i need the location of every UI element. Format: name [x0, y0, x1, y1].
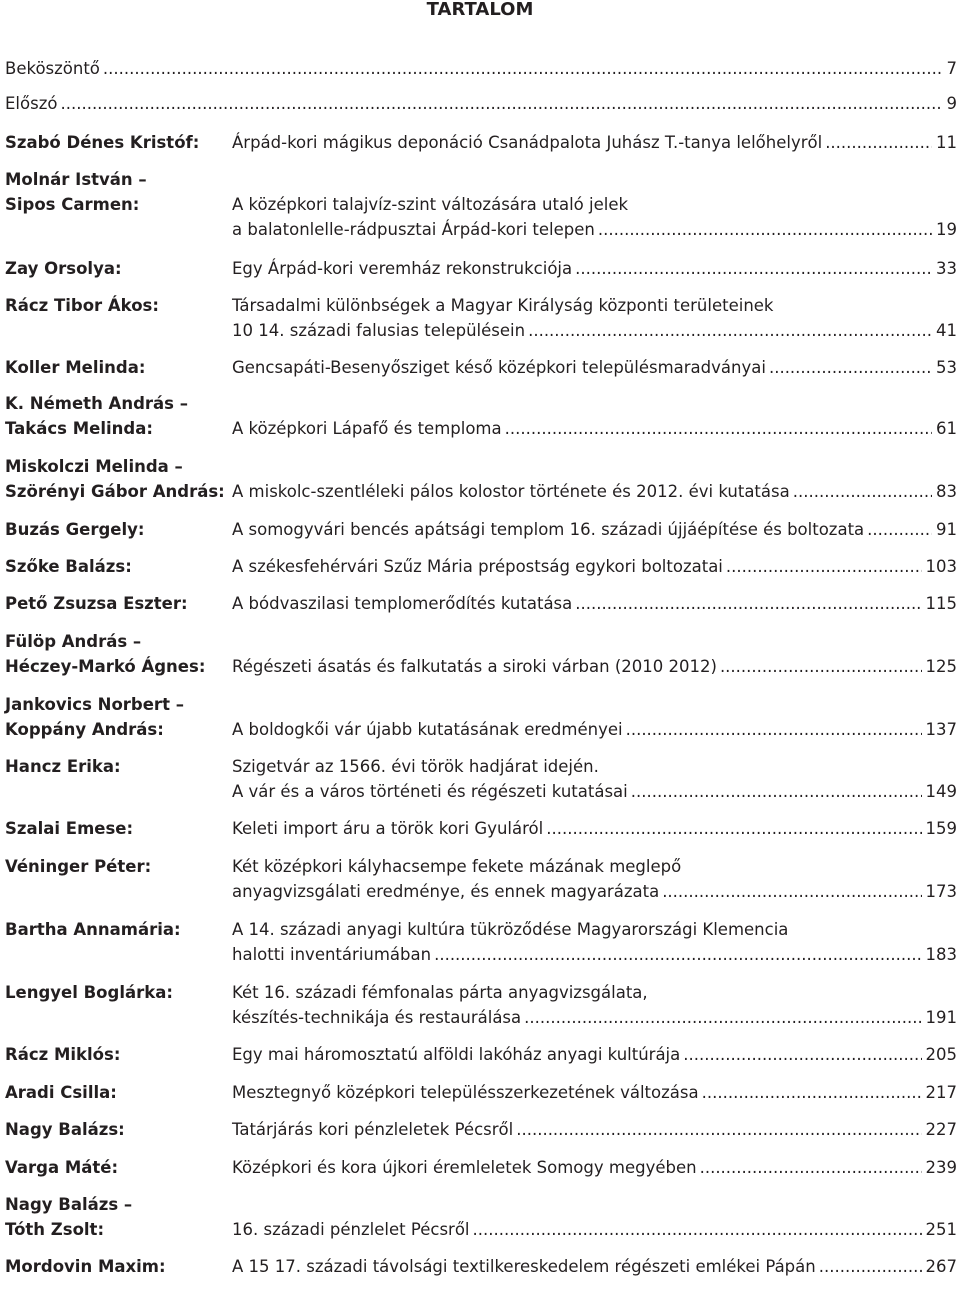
entry-title: a balatonlelle-rádpusztai Árpád-kori telepen — [232, 220, 595, 239]
entry-title-line: Szigetvár az 1566. évi török hadjárat idején. — [232, 757, 599, 776]
author-line: Molnár István – — [5, 170, 147, 189]
entry-title-line — [232, 1042, 957, 1067]
entry-title-line — [232, 554, 957, 579]
author-line: Véninger Péter: — [5, 857, 152, 876]
entry-title-block — [232, 1042, 957, 1067]
entry-title-line — [232, 717, 957, 742]
page-number: 227 — [925, 1120, 957, 1139]
page-number: 91 — [936, 520, 957, 539]
entry-title-block — [232, 980, 957, 1030]
entry-title-block — [232, 1192, 957, 1242]
entry-authors — [5, 1042, 230, 1067]
author-line: Szabó Dénes Kristóf: — [5, 133, 200, 152]
entry-title-line: Két 16. századi fémfonalas párta anyagvizsgálata, — [232, 983, 648, 1002]
page-number: 191 — [925, 1008, 957, 1027]
entry-title-block — [232, 1117, 957, 1142]
entry-title-line — [232, 629, 957, 654]
author-line: Fülöp András – — [5, 632, 142, 651]
page-number: 149 — [925, 782, 957, 801]
dot-leader — [769, 355, 932, 380]
dot-leader — [60, 91, 942, 116]
entry-title-block — [232, 754, 957, 804]
toc-entry[interactable] — [5, 56, 957, 81]
entry-title-line — [232, 130, 957, 155]
entry-title: A somogyvári bencés apátsági templom 16. századi újjáépítése és boltozata — [232, 520, 865, 539]
dot-leader — [434, 942, 921, 967]
author-line: Koller Melinda: — [5, 358, 146, 377]
dot-leader — [867, 517, 932, 542]
author-line: Lengyel Boglárka: — [5, 983, 173, 1002]
entry-authors — [5, 1192, 230, 1242]
entry-title-line — [232, 692, 957, 717]
page-number: 61 — [936, 419, 957, 438]
entry-title-block — [232, 917, 957, 967]
dot-leader — [819, 1254, 922, 1279]
dot-leader — [700, 1155, 922, 1180]
dot-leader — [473, 1217, 922, 1242]
entry-authors — [5, 130, 230, 155]
entry-title-block — [232, 355, 957, 380]
author-line: Mordovin Maxim: — [5, 1257, 166, 1276]
entry-title-line — [232, 167, 957, 192]
entry-title-line — [232, 1005, 957, 1030]
page-number: 103 — [925, 557, 957, 576]
page-number: 125 — [925, 657, 957, 676]
entry-title: A középkori Lápafő és temploma — [232, 419, 502, 438]
entry-title-block — [232, 854, 957, 904]
entry-title-block — [232, 391, 957, 441]
page-number: 19 — [936, 220, 957, 239]
page-number: 267 — [925, 1257, 957, 1276]
page-number: 41 — [936, 321, 957, 340]
entry-title-line — [232, 217, 957, 242]
author-line: Koppány András: — [5, 720, 164, 739]
entry-title: 16. századi pénzlelet Pécsről — [232, 1220, 470, 1239]
page-number: 159 — [925, 819, 957, 838]
author-line: Jankovics Norbert – — [5, 695, 184, 714]
author-line: Tóth Zsolt: — [5, 1220, 105, 1239]
dot-leader — [103, 56, 943, 81]
author-line: Szalai Emese: — [5, 819, 134, 838]
entry-title-line: Társadalmi különbségek a Magyar Királyság központi területeinek — [232, 296, 774, 315]
entry-title-line — [232, 779, 957, 804]
entry-title-block — [232, 1155, 957, 1180]
entry-authors — [5, 256, 230, 281]
entry-title: Árpád-kori mágikus deponáció Csanádpalota Juhász T.-tanya lelőhelyről — [232, 133, 823, 152]
entry-title-line — [232, 591, 957, 616]
entry-title-line — [232, 1080, 957, 1105]
author-line: Aradi Csilla: — [5, 1083, 117, 1102]
page-number: 217 — [925, 1083, 957, 1102]
page-number: 239 — [925, 1158, 957, 1177]
entry-title-block — [232, 692, 957, 742]
dot-leader — [575, 591, 921, 616]
dot-leader — [524, 1005, 921, 1030]
dot-leader — [598, 217, 932, 242]
page-number: 173 — [925, 882, 957, 901]
toc-entry[interactable] — [5, 91, 957, 116]
page-number: 33 — [936, 259, 957, 278]
entry-authors — [5, 816, 230, 841]
author-line: Nagy Balázs: — [5, 1120, 125, 1139]
entry-title: Gencsapáti-Besenyősziget késő középkori településmaradványai — [232, 358, 766, 377]
dot-leader — [575, 256, 932, 281]
entry-title: anyagvizsgálati eredménye, és ennek magyarázata — [232, 882, 660, 901]
dot-leader — [505, 416, 932, 441]
entry-authors — [5, 854, 230, 879]
dot-leader — [662, 879, 921, 904]
entry-title-block — [232, 591, 957, 616]
entry-authors — [5, 391, 230, 441]
author-line: Varga Máté: — [5, 1158, 119, 1177]
entry-title: A bódvaszilasi templomerődítés kutatása — [232, 594, 573, 613]
entry-title-block — [232, 1254, 957, 1279]
entry-authors — [5, 554, 230, 579]
entry-title: Tatárjárás kori pénzleletek Pécsről — [232, 1120, 514, 1139]
entry-authors — [5, 517, 230, 542]
author-line: Szörényi Gábor András: — [5, 482, 225, 501]
entry-title: készítés-technikája és restaurálása — [232, 1008, 522, 1027]
entry-title-line — [232, 654, 957, 679]
author-line: Szőke Balázs: — [5, 557, 132, 576]
entry-authors — [5, 1117, 230, 1142]
page-number: 137 — [925, 720, 957, 739]
page-title: TARTALOM — [426, 0, 534, 20]
author-line: Rácz Miklós: — [5, 1045, 121, 1064]
entry-title-line — [232, 454, 957, 479]
entry-title-block — [232, 1080, 957, 1105]
author-line: K. Németh András – — [5, 394, 188, 413]
entry-title: Beköszöntő — [5, 59, 100, 78]
entry-title-line — [232, 391, 957, 416]
page-number: 183 — [925, 945, 957, 964]
page-number: 7 — [946, 59, 957, 78]
entry-title-line — [232, 1192, 957, 1217]
author-line: Hancz Erika: — [5, 757, 121, 776]
entry-title: A székesfehérvári Szűz Mária prépostság egykori boltozatai — [232, 557, 723, 576]
dot-leader — [726, 554, 922, 579]
entry-title: A 15 17. századi távolsági textilkereskedelem régészeti emlékei Pápán — [232, 1257, 816, 1276]
entry-title-line — [232, 942, 957, 967]
entry-title-block — [232, 293, 957, 343]
page-number: 115 — [925, 594, 957, 613]
entry-title-line: A középkori talajvíz-szint változására utaló jelek — [232, 195, 629, 214]
author-line: Bartha Annamária: — [5, 920, 181, 939]
entry-title-line — [232, 816, 957, 841]
page-number: 11 — [936, 133, 957, 152]
entry-title-block — [232, 454, 957, 504]
entry-authors — [5, 754, 230, 779]
entry-authors — [5, 355, 230, 380]
entry-title: Középkori és kora újkori éremleletek Somogy megyében — [232, 1158, 697, 1177]
entry-title-block — [232, 554, 957, 579]
author-line: Miskolczi Melinda – — [5, 457, 183, 476]
dot-leader — [631, 779, 922, 804]
entry-title-line — [232, 318, 957, 343]
entry-authors — [5, 1080, 230, 1105]
entry-title-line — [232, 1254, 957, 1279]
entry-title: A vár és a város történeti és régészeti kutatásai — [232, 782, 628, 801]
entry-title-block — [232, 130, 957, 155]
entry-title: Egy mai háromosztatú alföldi lakóház anyagi kultúrája — [232, 1045, 681, 1064]
entry-title-line: Két középkori kályhacsempe fekete mázának meglepő — [232, 857, 682, 876]
entry-title-block — [232, 517, 957, 542]
entry-title-line — [232, 1217, 957, 1242]
entry-authors — [5, 167, 230, 217]
entry-title: Régészeti ásatás és falkutatás a siroki várban (2010 2012) — [232, 657, 717, 676]
entry-title: Mesztegnyő középkori településszerkezetének változása — [232, 1083, 699, 1102]
author-line: Sipos Carmen: — [5, 195, 140, 214]
author-line: Zay Orsolya: — [5, 259, 122, 278]
entry-title: halotti inventáriumában — [232, 945, 432, 964]
author-line: Pető Zsuzsa Eszter: — [5, 594, 188, 613]
dot-leader — [720, 654, 922, 679]
author-line: Héczey-Markó Ágnes: — [5, 657, 206, 676]
dot-leader — [702, 1080, 922, 1105]
entry-title-block — [232, 629, 957, 679]
entry-title-line — [232, 416, 957, 441]
page-number: 9 — [946, 94, 957, 113]
page-number: 83 — [936, 482, 957, 501]
entry-authors — [5, 1155, 230, 1180]
entry-authors — [5, 629, 230, 679]
entry-title: Keleti import áru a török kori Gyuláról — [232, 819, 544, 838]
entry-title-line — [232, 479, 957, 504]
entry-title-line — [232, 1155, 957, 1180]
dot-leader — [793, 479, 932, 504]
entry-authors — [5, 692, 230, 742]
dot-leader — [825, 130, 932, 155]
dot-leader — [626, 717, 922, 742]
dot-leader — [683, 1042, 921, 1067]
entry-title-line — [232, 517, 957, 542]
entry-title-line — [232, 879, 957, 904]
page-number: 205 — [925, 1045, 957, 1064]
author-line: Takács Melinda: — [5, 419, 153, 438]
entry-title-line — [232, 1117, 957, 1142]
entry-title-line: A 14. századi anyagi kultúra tükröződése Magyarországi Klemencia — [232, 920, 789, 939]
entry-authors — [5, 591, 230, 616]
entry-authors — [5, 1254, 230, 1279]
page-number: 53 — [936, 358, 957, 377]
entry-title: 10 14. századi falusias településein — [232, 321, 526, 340]
author-line: Buzás Gergely: — [5, 520, 145, 539]
entry-title-line — [232, 256, 957, 281]
entry-title: Előszó — [5, 94, 58, 113]
dot-leader — [528, 318, 932, 343]
entry-authors — [5, 917, 230, 942]
dot-leader — [546, 816, 921, 841]
entry-title: A boldogkői vár újabb kutatásának eredményei — [232, 720, 623, 739]
entry-title-block — [232, 256, 957, 281]
entry-authors — [5, 454, 230, 504]
dot-leader — [516, 1117, 921, 1142]
entry-authors — [5, 293, 230, 318]
page-number: 251 — [925, 1220, 957, 1239]
author-line: Nagy Balázs – — [5, 1195, 133, 1214]
entry-title: Egy Árpád-kori veremház rekonstrukciója — [232, 259, 573, 278]
entry-title-block — [232, 816, 957, 841]
entry-authors — [5, 980, 230, 1005]
entry-title-block — [232, 167, 957, 242]
entry-title-line — [232, 355, 957, 380]
entry-title: A miskolc-szentléleki pálos kolostor története és 2012. évi kutatása — [232, 482, 790, 501]
author-line: Rácz Tibor Ákos: — [5, 296, 159, 315]
